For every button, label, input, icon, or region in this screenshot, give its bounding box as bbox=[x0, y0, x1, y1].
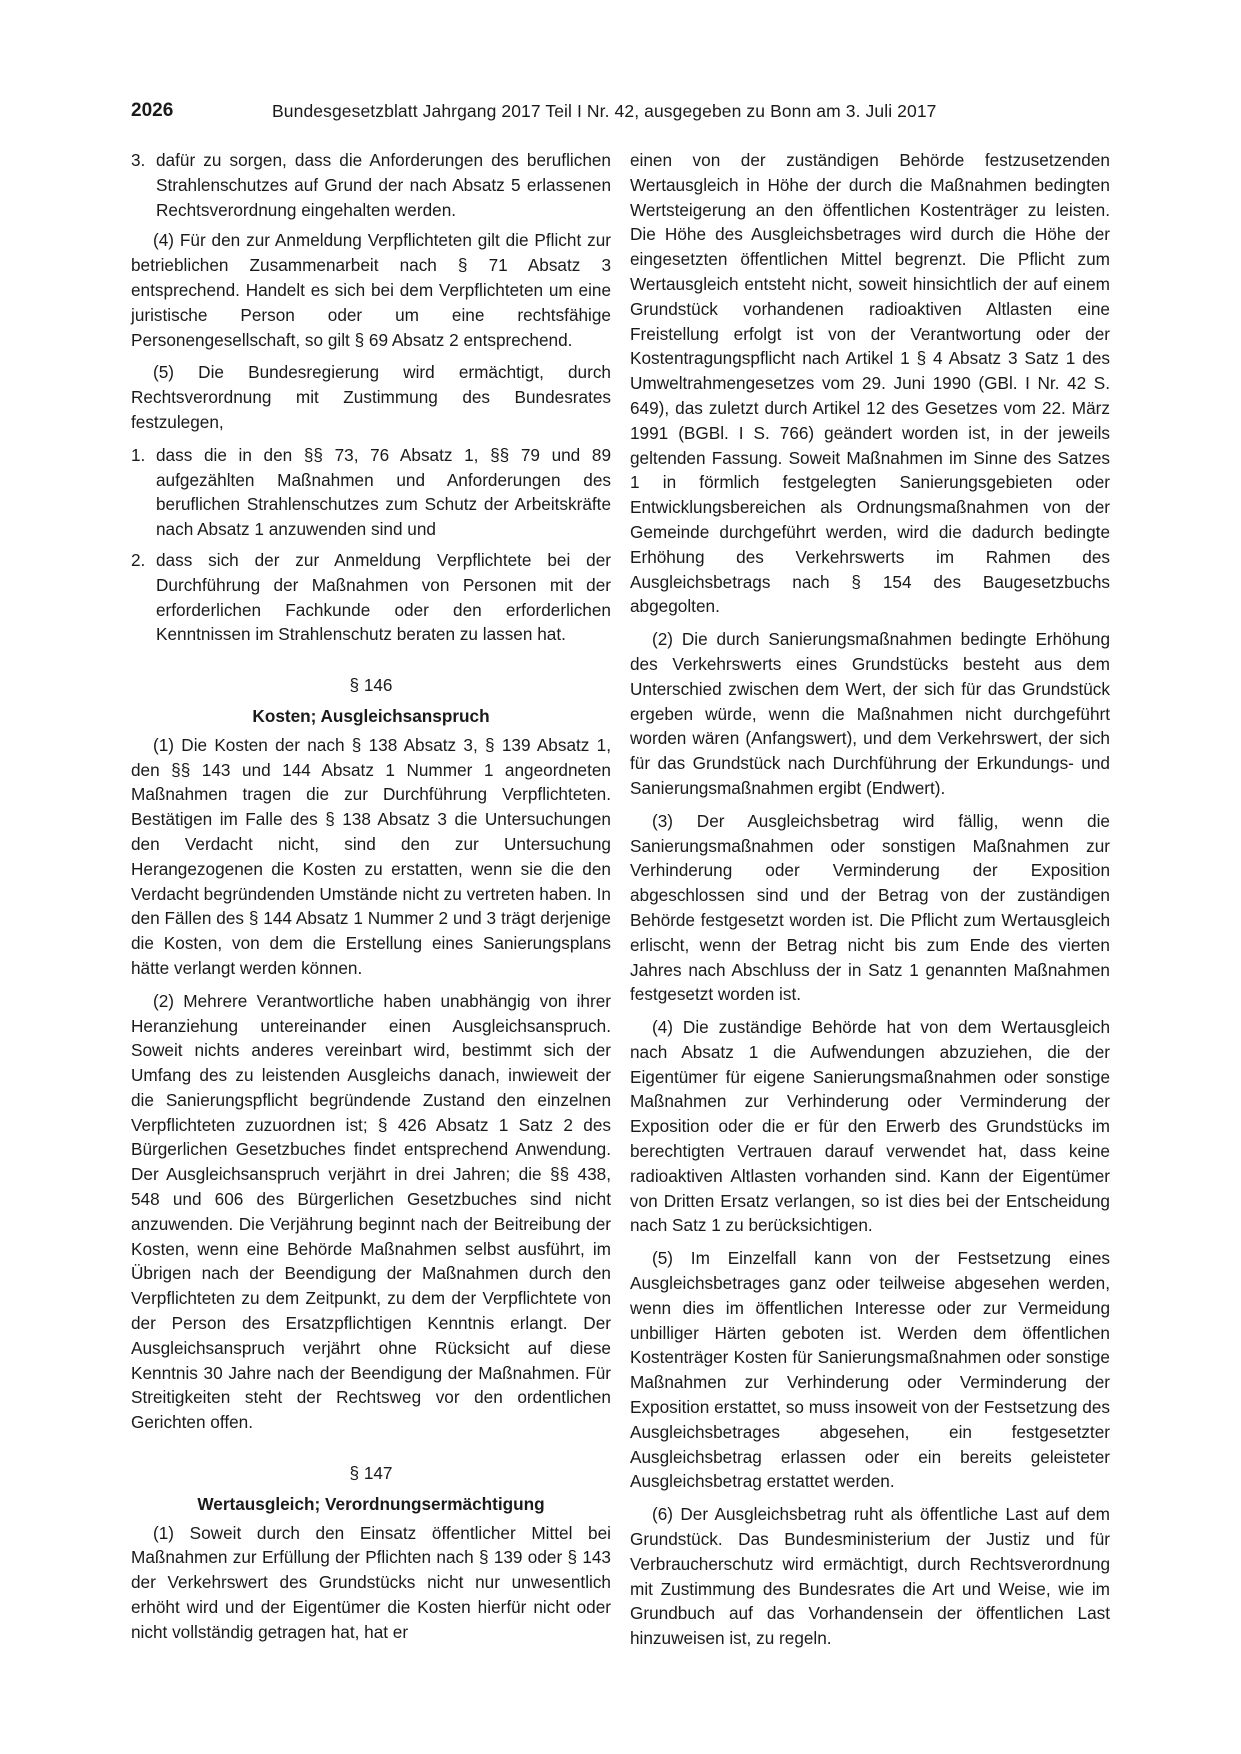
paragraph: (1) Soweit durch den Einsatz öffentlicher Mittel bei Maßnahmen zur Erfüllung der Pflichten nach § 139 oder § 143 der Verkehrswert des Grundstücks nicht nur unwesentlich erhöht wird und der Eigentümer die Kosten hierfür nicht oder nicht vollständig getragen hat, hat er bbox=[131, 1522, 611, 1642]
section-title: Wertausgleich; Verordnungsermächtigung bbox=[197, 1493, 545, 1514]
list-item bbox=[131, 548, 611, 647]
list-item-number: 3. bbox=[131, 150, 146, 170]
paragraph: einen von der zuständigen Behörde festzusetzenden Wertausgleich in Höhe der durch die Maßnahmen bedingten Wertsteigerung an den öffentlichen Kostenträger zu leisten. Die Höhe des Ausgleichsbetrages wird durch die Höhe der eingesetzten öffentlichen Mittel begrenzt. Die Pflicht zum Wertausgleich entsteht nicht, soweit hinsichtlich der auf einem Grundstück vorhandenen radioaktiven Altlasten eine Freistellung erfolgt ist von der Verantwortung oder der Kostentragungspflicht nach Artikel 1 § 4 Absatz 3 Satz 1 des Umweltrahmengesetzes vom 29. Juni 1990 (GBl. I Nr. 42 S. 649), das zuletzt durch Artikel 12 des Gesetzes vom 22. März 1991 (BGBl. I S. 766) geändert worden ist, in der jeweils geltenden Fassung. Soweit Maßnahmen im Sinne des Satzes 1 in förmlich festgelegten Sanierungsgebieten oder Entwicklungsbereichen als Ordnungsmaßnahmen von der Gemeinde durchgeführt werden, wird die dadurch bedingte Erhöhung des Verkehrswerts im Rahmen des Ausgleichsbetrags nach § 154 des Baugesetzbuchs abgegolten. bbox=[630, 150, 1110, 617]
paragraph: (6) Der Ausgleichsbetrag ruht als öffentliche Last auf dem Grundstück. Das Bundesministerium der Justiz und für Verbraucherschutz wird ermächtigt, durch Rechtsverordnung mit Zustimmung des Bundesrates die Art und Weise, wie im Grundbuch auf das Vorhandensein der öffentlichen Last hinzuweisen ist, zu regeln. bbox=[630, 1504, 1110, 1649]
paragraph: (5) Im Einzelfall kann von der Festsetzung eines Ausgleichsbetrages ganz oder teilweise abgesehen werden, wenn dies im öffentlichen Interesse oder zur Vermeidung unbilliger Härten geboten ist. Werden dem öffentlichen Kostenträger Kosten für Sanierungsmaßnahmen oder sonstige Maßnahmen zur Verhinderung oder Verminderung der Exposition erstattet, so muss insoweit von der Festsetzung des Ausgleichsbetrages abgesehen, ein festgesetzter Ausgleichsbetrag erlassen oder ein bereits geleisteter Ausgleichsbetrag erstattet werden. bbox=[630, 1248, 1110, 1492]
paragraph: (4) Die zuständige Behörde hat von dem Wertausgleich nach Absatz 1 die Aufwendungen abzuziehen, die der Eigentümer für eigene Sanierungsmaßnahmen oder sonstige Maßnahmen zur Verhinderung oder Verminderung der Exposition oder die er für den Erwerb des Grundstücks im berechtigten Vertrauen darauf verwendet hat, dass keine radioaktiven Altlasten vorhanden sind. Kann der Eigentümer von Dritten Ersatz verlangen, so ist dies bei der Entscheidung nach Satz 1 zu berücksichtigen. bbox=[630, 1017, 1110, 1236]
paragraph: (1) Die Kosten der nach § 138 Absatz 3, § 139 Absatz 1, den §§ 143 und 144 Absatz 1 Nummer 1 angeordneten Maßnahmen tragen die zur Durchführung Verpflichteten. Bestätigen im Falle des § 138 Absatz 3 die Untersuchungen den Verdacht nicht, sind den zur Untersuchung Herangezogenen die Kosten zu erstatten, wenn sie die den Verdacht begründenden Umstände nicht zu vertreten haben. In den Fällen des § 144 Absatz 1 Nummer 2 und 3 trägt derjenige die Kosten, von dem die Erstellung eines Sanierungsplans hätte verlangt werden können. bbox=[131, 734, 611, 978]
list-item bbox=[131, 148, 611, 222]
gazette-title: Bundesgesetzblatt Jahrgang 2017 Teil I Nr. 42, ausgegeben zu Bonn am 3. Juli 2017 bbox=[272, 101, 937, 121]
paragraph: (2) Die durch Sanierungsmaßnahmen bedingte Erhöhung des Verkehrswerts eines Grundstücks besteht aus dem Unterschied zwischen dem Wert, der sich für das Grundstück ergeben würde, wenn die Maßnahmen nicht durchgeführt worden wären (Anfangswert), und dem Verkehrswert, der sich für das Grundstück nach Durchführung der Erkundungs- und Sanierungsmaßnahmen ergibt (Endwert). bbox=[630, 629, 1110, 798]
paragraph: (4) Für den zur Anmeldung Verpflichteten gilt die Pflicht zur betrieblichen Zusammenarbeit nach § 71 Absatz 3 entsprechend. Handelt es sich bei dem Verpflichteten um eine juristische Person oder um eine rechtsfähige Personengesellschaft, so gilt § 69 Absatz 2 entsprechend. bbox=[131, 230, 611, 350]
list-item-text: dass die in den §§ 73, 76 Absatz 1, §§ 79 und 89 aufgezählten Maßnahmen und Anforderungen des beruflichen Strahlenschutzes zum Schutz der Arbeitskräfte nach Absatz 1 anzuwenden sind und bbox=[156, 444, 611, 540]
paragraph: (2) Mehrere Verantwortliche haben unabhängig von ihrer Heranziehung untereinander einen Ausgleichsanspruch. Soweit nichts anderes vereinbart wird, bestimmt sich der Umfang des zu leistenden Ausgleichs danach, inwieweit der die Sanierungspflicht begründende Zustand den einzelnen Verpflichteten zuzuordnen ist; § 426 Absatz 1 Satz 2 des Bürgerlichen Gesetzbuches findet entsprechend Anwendung. Der Ausgleichsanspruch verjährt in drei Jahren; die §§ 438, 548 und 606 des Bürgerlichen Gesetzbuches sind nicht anzuwenden. Die Verjährung beginnt nach der Beitreibung der Kosten, wenn eine Behörde Maßnahmen selbst ausführt, im Übrigen nach der Beendigung der Maßnahmen durch den Verpflichteten zu dem Zeitpunkt, zu dem der Verpflichtete von der Person des Ersatzpflichtigen Kenntnis erlangt. Der Ausgleichsanspruch verjährt ohne Rücksicht auf diese Kenntnis 30 Jahre nach der Beendigung der Maßnahmen. Für Streitigkeiten steht der Rechtsweg vor den ordentlichen Gerichten offen. bbox=[131, 990, 611, 1433]
list-item-text: dafür zu sorgen, dass die Anforderungen des beruflichen Strahlenschutzes auf Grund der nach Absatz 5 erlassenen Rechtsverordnung eingehalten werden. bbox=[156, 150, 611, 220]
list-item-text: dass sich der zur Anmeldung Verpflichtete bei der Durchführung der Maßnahmen von Personen mit der erforderlichen Fachkunde oder den erforderlichen Kenntnissen im Strahlenschutz beraten zu lassen hat. bbox=[156, 549, 611, 645]
paragraph: (3) Der Ausgleichsbetrag wird fällig, wenn die Sanierungsmaßnahmen oder sonstigen Maßnahmen zur Verhinderung oder Verminderung der Exposition abgeschlossen sind und der Betrag von der zuständigen Behörde festgesetzt worden ist. Die Pflicht zum Wertausgleich erlischt, wenn der Betrag nicht bis zum Ende des vierten Jahres nach Abschluss der in Satz 1 genannten Maßnahmen festgesetzt worden ist. bbox=[630, 810, 1110, 1005]
left-column bbox=[131, 148, 611, 1653]
right-column bbox=[630, 148, 1110, 1659]
list-item-number: 2. bbox=[131, 549, 146, 570]
paragraph: (5) Die Bundesregierung wird ermächtigt, durch Rechtsverordnung mit Zustimmung des Bundesrates festzulegen, bbox=[131, 362, 611, 432]
page-header bbox=[131, 100, 1110, 130]
list-item-number: 1. bbox=[131, 444, 146, 465]
list-item bbox=[131, 443, 611, 542]
section-title: Kosten; Ausgleichsanspruch bbox=[252, 705, 490, 726]
section-number: § 146 bbox=[349, 675, 393, 696]
section-number: § 147 bbox=[349, 1463, 393, 1484]
page-number: 2026 bbox=[131, 100, 174, 121]
